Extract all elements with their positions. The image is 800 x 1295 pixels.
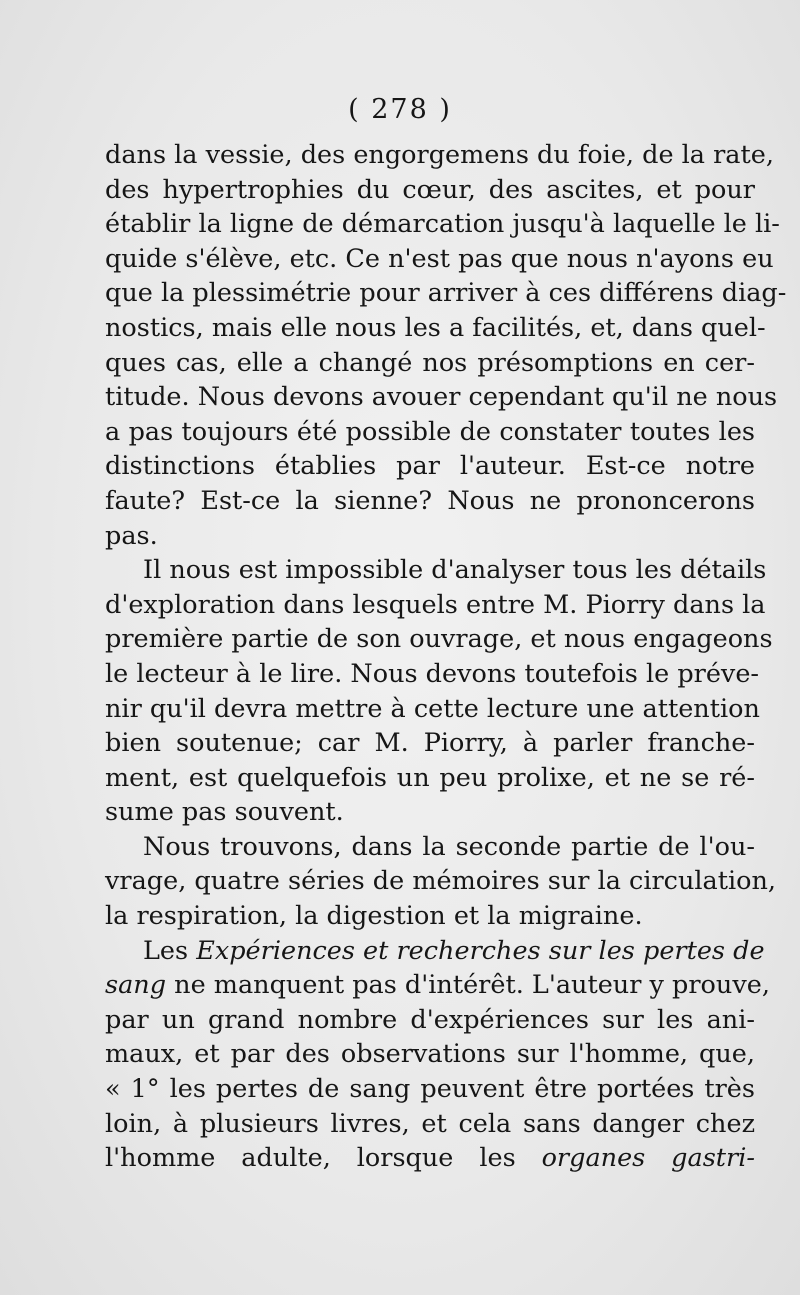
text-line: a pas toujours été possible de constater toutes les <box>105 416 755 447</box>
text-line: bien soutenue; car M. Piorry, à parler franche- <box>105 728 755 759</box>
text-line: titude. Nous devons avouer cependant qu'il ne nous <box>105 382 778 413</box>
italic-title: sang <box>105 970 167 1001</box>
text-line: le lecteur à le lire. Nous devons toutefois le préve- <box>105 658 760 689</box>
text-run: ne manquent pas d'intérêt. L'auteur y prouve, <box>166 970 770 1001</box>
italic-title: Expériences et recherches sur les pertes de <box>196 935 765 966</box>
text-line: pas. <box>105 520 158 551</box>
text-run: l'homme adulte, lorsque les <box>105 1143 542 1174</box>
text-line: des hypertrophies du cœur, des ascites, et pour <box>105 174 755 205</box>
text-line: ment, est quelquefois un peu prolixe, et ne se ré- <box>105 762 755 793</box>
text-line: vrage, quatre séries de mémoires sur la circulation, <box>105 866 777 897</box>
text-line: sume pas souvent. <box>105 797 344 828</box>
text-line <box>105 968 770 1003</box>
text-line: distinctions établies par l'auteur. Est-ce notre <box>105 451 755 482</box>
text-line: par un grand nombre d'expériences sur les ani- <box>105 1004 755 1035</box>
text-line: faute? Est-ce la sienne? Nous ne prononcerons <box>105 485 755 516</box>
text-line: loin, à plusieurs livres, et cela sans danger chez <box>105 1108 755 1139</box>
text-line: Nous trouvons, dans la seconde partie de l'ou- <box>143 831 755 862</box>
text-line: nir qu'il devra mettre à cette lecture une attention <box>105 693 760 724</box>
text-line: Il nous est impossible d'analyser tous les détails <box>143 555 767 586</box>
page-number: ( 278 ) <box>348 94 452 125</box>
text-line: nostics, mais elle nous les a facilités, et, dans quel- <box>105 312 766 343</box>
text-run: Les <box>143 935 197 966</box>
text-line <box>105 934 765 969</box>
text-line: « 1° les pertes de sang peuvent être portées très <box>105 1074 755 1105</box>
text-line: ques cas, elle a changé nos présomptions en cer- <box>105 347 755 378</box>
text-line: la respiration, la digestion et la migraine. <box>105 901 643 932</box>
body-text <box>105 138 787 1176</box>
text-line: d'exploration dans lesquels entre M. Piorry dans la <box>105 589 766 620</box>
text-line: que la plessimétrie pour arriver à ces différens diag- <box>105 278 787 309</box>
text-line: maux, et par des observations sur l'homme, que, <box>105 1039 755 1070</box>
italic-term: organes gastri- <box>541 1143 755 1174</box>
text-line: première partie de son ouvrage, et nous engageons <box>105 624 773 655</box>
text-line <box>105 1141 755 1176</box>
text-line: dans la vessie, des engorgemens du foie, de la rate, <box>105 140 774 170</box>
text-line: quide s'élève, etc. Ce n'est pas que nous n'ayons eu <box>105 243 774 274</box>
text-line: établir la ligne de démarcation jusqu'à laquelle le li- <box>105 209 780 240</box>
